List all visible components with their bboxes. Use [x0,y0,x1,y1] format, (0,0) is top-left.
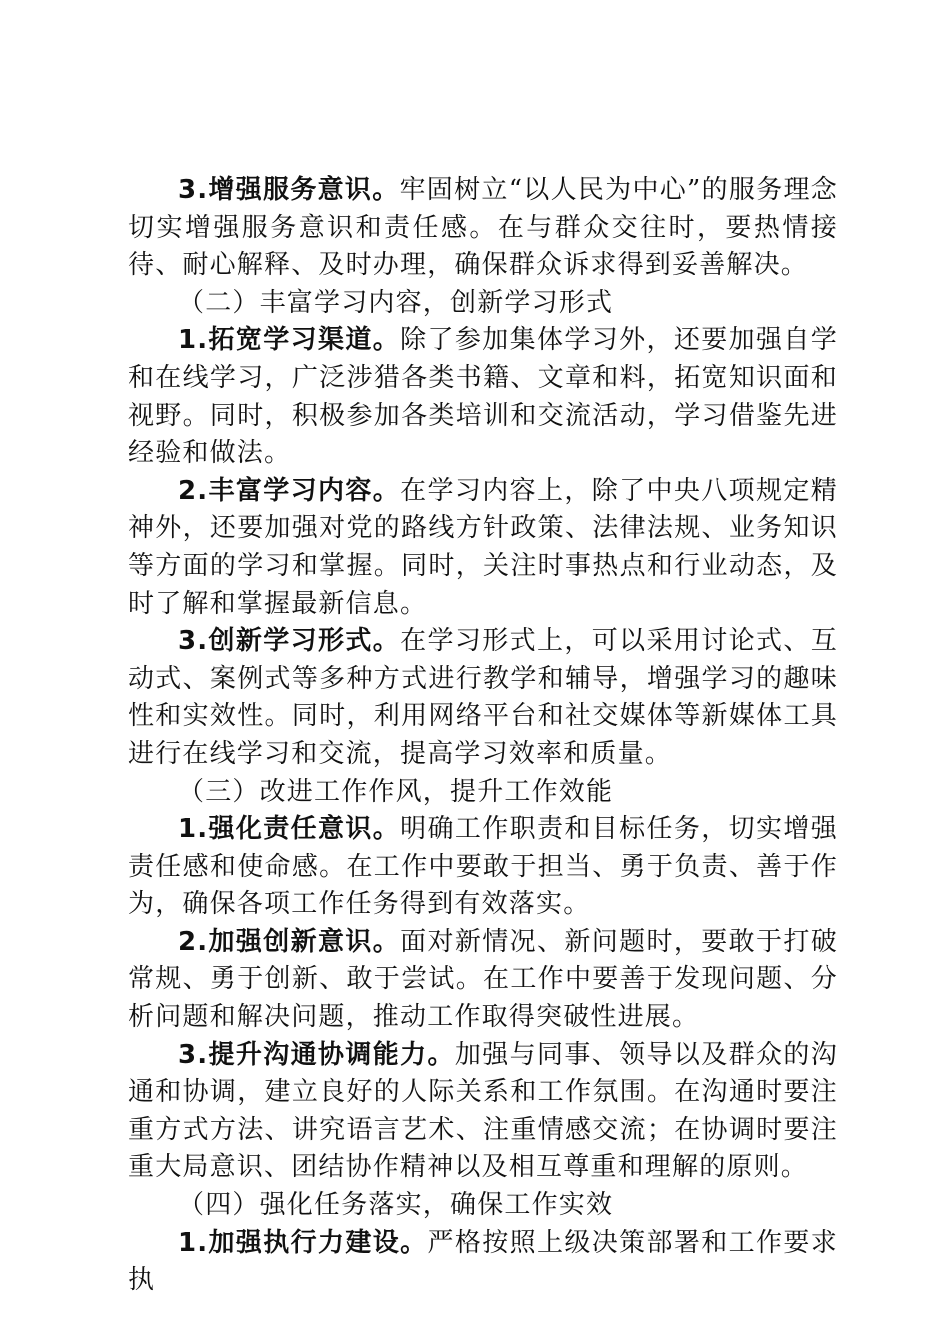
paragraph-text: 明确工作职责和目标任务，切实增强责任感和使命感。在工作中要敢于担当、勇于负责、善于作为，确保各项工作任务得到有效落实。 [128,814,838,920]
paragraph-responsibility [128,811,838,924]
section-heading-4: （四）强化任务落实，确保工作实效 [178,1190,614,1221]
paragraph-text: 加强与同事、领导以及群众的沟通和协调，建立良好的人际关系和工作氛围。在沟通时要注重方式方法、讲究语言艺术、注重情感交流；在协调时要注重大局意识、团结协作精神以及相互尊重和理解的原则。 [128,1039,838,1183]
paragraph-innovation [128,924,838,1037]
paragraph-text: 严格按照上级决策部署和工作要求执 [128,1227,838,1296]
paragraph-lead: 3.创新学习形式。 [178,626,401,657]
paragraph-service-awareness [128,172,838,285]
paragraph-text: 在学习形式上，可以采用讨论式、互动式、案例式等多种方式进行教学和辅导，增强学习的趣味性和实效性。同时，利用网络平台和社交媒体等新媒体工具进行在线学习和交流，提高学习效率和质量。 [128,626,838,769]
paragraph-lead: 3.提升沟通协调能力。 [178,1039,455,1070]
paragraph-learning-content [128,473,838,623]
section-heading-2: （二）丰富学习内容，创新学习形式 [178,287,614,318]
paragraph-learning-channels [128,322,838,472]
paragraph-lead: 1.拓宽学习渠道。 [178,325,401,356]
paragraph-execution [128,1225,838,1300]
section-heading-3: （三）改进工作作风，提升工作效能 [178,776,614,807]
paragraph-text: 面对新情况、新问题时，要敢于打破常规、勇于创新、敢于尝试。在工作中要善于发现问题、分析问题和解决问题，推动工作取得突破性进展。 [128,926,838,1033]
paragraph-communication [128,1037,838,1187]
paragraph-text: 除了参加集体学习外，还要加强自学和在线学习，广泛涉猎各类书籍、文章和料，拓宽知识面和视野。同时，积极参加各类培训和交流活动，学习借鉴先进经验和做法。 [128,325,838,469]
paragraph-lead: 2.加强创新意识。 [178,926,401,957]
paragraph-text: 在学习内容上，除了中央八项规定精神外，还要加强对党的路线方针政策、法律法规、业务知识等方面的学习和掌握。同时，关注时事热点和行业动态，及时了解和掌握最新信息。 [128,475,838,619]
paragraph-text: 牢固树立“以人民为中心”的服务理念切实增强服务意识和责任感。在与群众交往时，要热情接待、耐心解释、及时办理，确保群众诉求得到妥善解决。 [128,175,838,281]
paragraph-learning-forms [128,623,838,773]
document-body [128,172,838,1300]
paragraph-lead: 3.增强服务意识。 [178,175,400,205]
paragraph-lead: 1.加强执行力建设。 [178,1227,428,1258]
paragraph-lead: 1.强化责任意识。 [178,814,401,845]
paragraph-lead: 2.丰富学习内容。 [178,475,401,506]
